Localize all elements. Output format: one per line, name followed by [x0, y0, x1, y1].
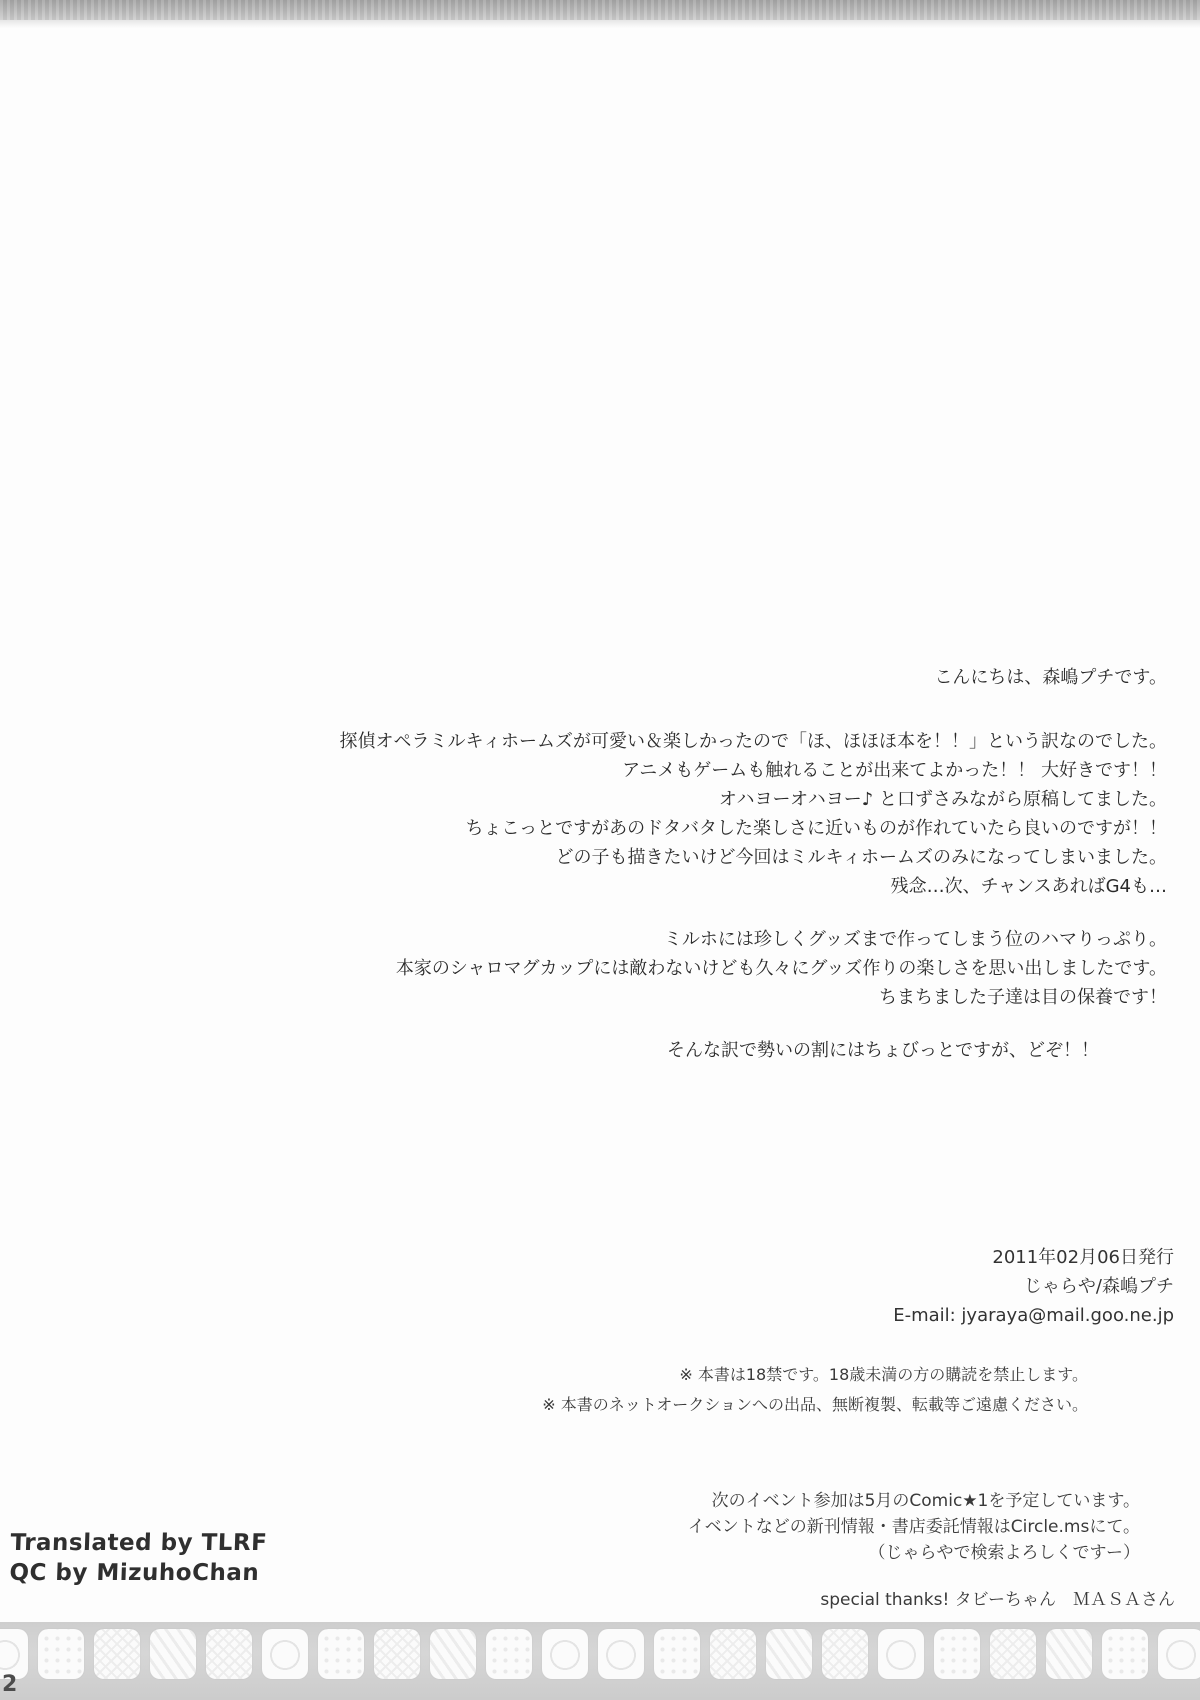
event-info	[688, 1488, 1140, 1566]
afterword-line: アニメもゲームも触れることが出来てよかった！！ 大好きです！！	[622, 760, 1167, 781]
afterword-line: 探偵オペラミルキィホームズが可愛い＆楽しかったので「ほ、ほほほ本を！！」という訳なのでした。	[339, 731, 1167, 752]
scan-top-edge-shadow	[0, 20, 1200, 28]
afterword-line: どの子も描きたいけど今回はミルキィホームズのみになってしまいました。	[555, 847, 1167, 868]
afterword-line: ちまちました子達は目の保養です！	[879, 987, 1167, 1008]
afterword-line: オハヨーオハヨー♪ と口ずさみながら原稿してました。	[718, 789, 1167, 810]
special-thanks: special thanks! タビーちゃん ＭＡＳＡさん	[820, 1590, 1175, 1610]
film-strip-frame	[766, 1629, 812, 1679]
page-number: 2	[2, 1672, 18, 1697]
afterword-line: ちょこっとですがあのドタバタした楽しさに近いものが作れていたら良いのですが！！	[465, 818, 1167, 839]
film-strip-frame	[150, 1629, 196, 1679]
film-strip-frame	[374, 1629, 420, 1679]
legal-notices	[542, 1360, 1088, 1420]
event-info-line: 次のイベント参加は5月のComic★1を予定しています。	[711, 1491, 1140, 1511]
film-strip-border	[0, 1622, 1200, 1700]
film-strip-frame	[206, 1629, 252, 1679]
notice-line: ※ 本書は18禁です。18歳未満の方の購読を禁止します。	[679, 1365, 1088, 1384]
publish-date: 2011年02月06日発行	[992, 1247, 1174, 1268]
film-strip-frame	[542, 1629, 588, 1679]
film-strip-frame	[38, 1629, 84, 1679]
translator-credit	[9, 1528, 268, 1588]
film-strip-frame	[990, 1629, 1036, 1679]
translator-credit-line: Translated by TLRF	[10, 1530, 268, 1556]
film-strip-frame	[598, 1629, 644, 1679]
film-strip-frame	[486, 1629, 532, 1679]
film-strip-frame	[262, 1629, 308, 1679]
afterword-line: 残念…次、チャンスあればG4も…	[890, 876, 1167, 897]
event-info-line: イベントなどの新刊情報・書店委託情報はCircle.msにて。	[687, 1517, 1140, 1537]
film-strip-frame	[1158, 1629, 1200, 1679]
colophon	[893, 1243, 1174, 1330]
film-strip-frame	[318, 1629, 364, 1679]
afterword-line: ミルホには珍しくグッズまで作ってしまう位のハマりっぷり。	[663, 929, 1167, 950]
film-strip-frame	[934, 1629, 980, 1679]
film-strip-frame	[430, 1629, 476, 1679]
circle-name: じゃらや/森嶋プチ	[1023, 1276, 1174, 1297]
afterword-closing: そんな訳で勢いの割にはちょびっとですが、どぞ！！	[667, 1040, 1099, 1061]
film-strip-frame	[654, 1629, 700, 1679]
film-strip-frame	[94, 1629, 140, 1679]
afterword-text	[340, 663, 1167, 1065]
film-strip-frame	[822, 1629, 868, 1679]
film-strip-frame	[1102, 1629, 1148, 1679]
email-address: E-mail: jyaraya@mail.goo.ne.jp	[893, 1305, 1174, 1326]
translator-credit-line: QC by MizuhoChan	[9, 1560, 260, 1586]
scan-top-edge	[0, 0, 1200, 20]
film-strip-frame	[1046, 1629, 1092, 1679]
event-info-line: （じゃらやで検索よろしくですー）	[868, 1543, 1140, 1563]
notice-line: ※ 本書のネットオークションへの出品、無断複製、転載等ご遠慮ください。	[542, 1395, 1088, 1414]
afterword-line: 本家のシャロマグカップには敵わないけども久々にグッズ作りの楽しさを思い出しましたです。	[395, 958, 1167, 979]
film-strip-frame	[878, 1629, 924, 1679]
afterword-greeting: こんにちは、森嶋プチです。	[934, 667, 1167, 688]
film-strip-frame	[710, 1629, 756, 1679]
